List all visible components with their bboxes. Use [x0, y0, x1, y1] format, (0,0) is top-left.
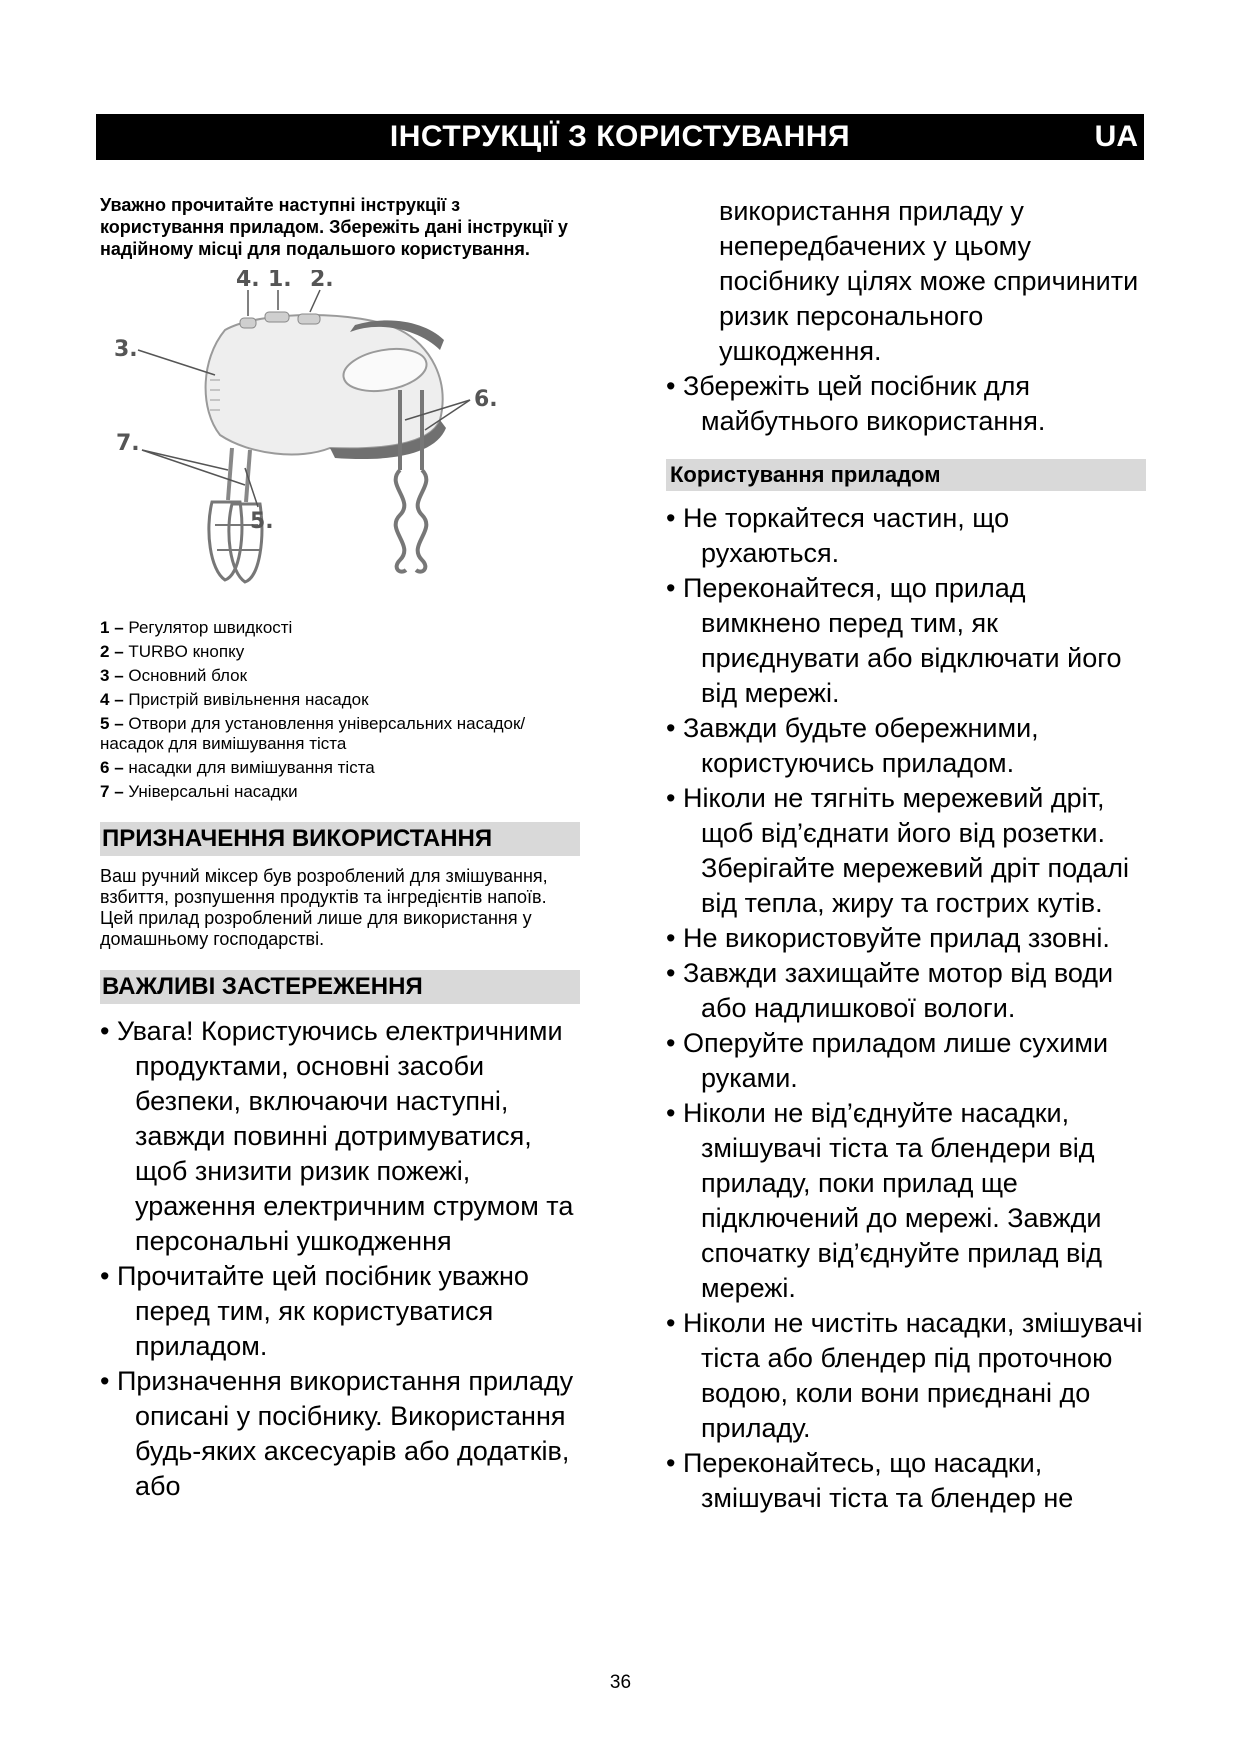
warnings-list-continued [666, 369, 1146, 439]
list-item: • Завжди будьте обережними, користуючись приладом. [666, 711, 1146, 781]
language-code: UA [1094, 120, 1138, 153]
usage-list [666, 501, 1146, 1516]
list-item: • Збережіть цей посібник для майбутнього використання. [666, 369, 1146, 439]
list-item: • Призначення використання приладу описані у посібнику. Використання будь-яких аксесуарів або додатків, або [100, 1364, 580, 1504]
list-item: • Увага! Користуючись електричними продуктами, основні засоби безпеки, включаючи наступні, завжди повинні дотримуватися, щоб знизити ризик пожежі, ураження електричним струмом та персональні ушкодження [100, 1014, 580, 1259]
warnings-continuation: використання приладу у непередбачених у цьому посібнику цілях може спричинити ризик персонального ушкодження. [719, 196, 1139, 366]
part-number: 3 [100, 666, 110, 685]
right-column [666, 194, 1146, 1516]
list-item: 5 – Отвори для установлення універсальних насадок/насадок для вимішування тіста [100, 714, 526, 753]
warnings-heading: ВАЖЛИВІ ЗАСТЕРЕЖЕННЯ [100, 970, 580, 1004]
list-item: 6 – насадки для вимішування тіста [100, 758, 375, 777]
figure-label: 7. [116, 431, 140, 456]
list-item: • Не використовуйте прилад ззовні. [666, 921, 1146, 956]
part-number: 7 [100, 782, 110, 801]
warnings-list [100, 1014, 580, 1504]
part-text: Основний блок [128, 666, 248, 685]
part-text: TURBO кнопку [128, 642, 245, 661]
header-bar [96, 114, 1144, 160]
part-number: 1 [100, 618, 110, 637]
list-item: 3 – Основний блок [100, 666, 248, 685]
part-number: 5 [100, 714, 110, 733]
list-item: 7 – Універсальні насадки [100, 782, 298, 801]
usage-heading: Користування приладом [666, 459, 1146, 491]
part-number: 4 [100, 690, 110, 709]
list-item: • Ніколи не тягніть мережевий дріт, щоб від’єднати його від розетки. Зберігайте мережевий дріт подалі від тепла, жиру та гострих кутів. [666, 781, 1146, 921]
list-item: 2 – TURBO кнопку [100, 642, 245, 661]
part-number: 2 [100, 642, 110, 661]
list-item: • Оперуйте приладом лише сухими руками. [666, 1026, 1146, 1096]
list-item: • Завжди захищайте мотор від води або надлишкової вологи. [666, 956, 1146, 1026]
part-text: Регулятор швидкості [128, 618, 293, 637]
list-item: • Прочитайте цей посібник уважно перед тим, як користуватися приладом. [100, 1259, 580, 1364]
page-number: 36 [609, 1672, 632, 1693]
figure-label: 6. [474, 387, 498, 412]
mixer-illustration [100, 270, 580, 610]
list-item: 1 – Регулятор швидкості [100, 618, 293, 637]
list-item: • Переконайтеся, що прилад вимкнено перед тим, як приєднувати або відключати його від мережі. [666, 571, 1146, 711]
figure-label: 5. [250, 509, 274, 534]
part-number: 6 [100, 758, 110, 777]
parts-list [100, 618, 580, 802]
intro-text: Уважно прочитайте наступні інструкції з користування приладом. Збережіть дані інструкції у надійному місці для подальшого користування. [100, 195, 568, 259]
part-text: Універсальні насадки [128, 782, 298, 801]
part-text: насадки для вимішування тіста [128, 758, 375, 777]
figure-label: 3. [114, 337, 138, 362]
left-column [100, 194, 580, 1504]
part-text: Отвори для установлення універсальних насадок/насадок для вимішування тіста [100, 714, 526, 753]
list-item: • Ніколи не чистіть насадки, змішувачі тіста або блендер під проточною водою, коли вони приєднані до приладу. [666, 1306, 1146, 1446]
figure-label: 2. [310, 270, 334, 292]
figure-label: 1. [268, 270, 292, 292]
purpose-text: Ваш ручний міксер був розроблений для змішування, взбиття, розпушення продуктів та інгредієнтів напоїв. Цей прилад розроблений лише для використання у домашньому господарстві. [100, 866, 548, 949]
figure-label: 4. [236, 270, 260, 292]
purpose-heading: ПРИЗНАЧЕННЯ ВИКОРИСТАННЯ [100, 822, 580, 856]
list-item: 4 – Пристрій вивільнення насадок [100, 690, 369, 709]
page-title: ІНСТРУКЦІЇ З КОРИСТУВАННЯ [389, 120, 851, 153]
list-item: • Ніколи не від’єднуйте насадки, змішувачі тіста та блендери від приладу, поки прилад ще підключений до мережі. Завжди спочатку від’єднуйте прилад від мережі. [666, 1096, 1146, 1306]
list-item: • Переконайтесь, що насадки, змішувачі тіста та блендер не [666, 1446, 1146, 1516]
list-item: • Не торкайтеся частин, що рухаються. [666, 501, 1146, 571]
mixer-diagram [100, 270, 580, 610]
part-text: Пристрій вивільнення насадок [128, 690, 369, 709]
